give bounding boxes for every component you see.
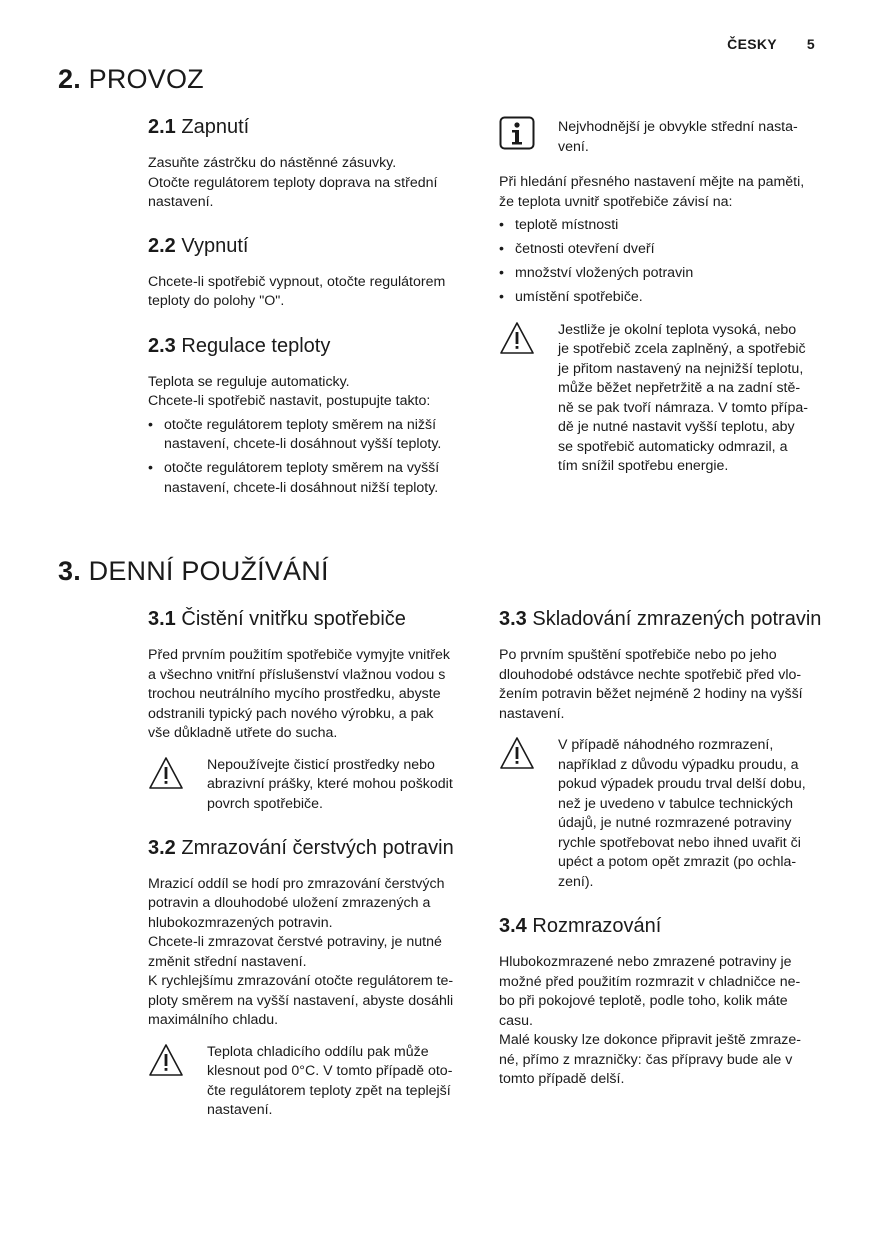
warning-icon [499, 736, 535, 770]
warning-note [499, 321, 829, 481]
section-2-right-column [499, 116, 829, 481]
section-2-1-title: Zapnutí [181, 116, 250, 138]
section-3-3-number: 3.3 [499, 608, 527, 630]
section-2-3-title: Regulace teploty [181, 334, 331, 357]
header-language: ČESKY [727, 36, 777, 52]
section-3-number: 3. [58, 556, 81, 586]
section-2-number: 2. [58, 64, 81, 94]
info-icon [499, 116, 535, 150]
info-note [499, 116, 829, 156]
freezing-warning-text: Teplota chladicího oddílu pak může klesnout pod 0°C. V tomto případě oto- čte regulátorem teploty zpět na teplejší nastavení. [207, 1043, 453, 1118]
temperature-regulation-list [148, 416, 478, 499]
warning-note-text: Jestliže je okolní teplota vysoká, nebo je spotřebič zcela zaplněný, a spotřebič je přitom nastavený na nejnižší teplotu, může běžet nepřetržitě a na zadní stě- ně se pak tvoří námraza. V tomto přípa- dě je nutné nastavit vyšší teplotu, aby se spotřebič automaticky odmrazil, a tím snížil spotřebu energie. [558, 321, 808, 474]
section-3-1-number: 3.1 [148, 608, 176, 630]
warning-icon [499, 321, 535, 355]
switch-on-text: Zasuňte zástrčku do nástěnné zásuvky. Otočte regulátorem teploty doprava na střední nastavení. [148, 155, 438, 210]
list-item: • otočte regulátorem teploty směrem na vyšší nastavení, chcete-li dosáhnout nižší teploty. [148, 459, 478, 498]
section-2-2-title: Vypnutí [181, 234, 249, 257]
warning-icon [148, 756, 184, 790]
section-3-3-heading [499, 608, 829, 631]
list-item: • umístění spotřebiče. [499, 288, 829, 308]
page-header [727, 36, 815, 52]
section-2-heading [58, 64, 204, 95]
section-3-4-heading [499, 915, 829, 938]
freezing-warning-note [148, 1043, 478, 1123]
list-item: • množství vložených potravin [499, 264, 829, 284]
defrosting-text: Hlubokozmrazené nebo zmrazené potraviny je možné před použitím rozmrazit v chladničce ne- bo při pokojové teplotě, podle toho, kolik máte casu. Malé kousky lze dokonce připravit ještě zmraze- né, přímo z mrazničky: čas přípravy bude ale v tomto případě delší. [499, 954, 801, 1087]
list-item: • otočte regulátorem teploty směrem na nižší nastavení, chcete-li dosáhnout vyšší teploty. [148, 416, 478, 455]
section-2-2-heading [148, 235, 478, 258]
section-2-3-number: 2.3 [148, 334, 176, 357]
section-2-left-column [148, 116, 478, 503]
switch-off-text: Chcete-li spotřebič vypnout, otočte regulátorem teploty do polohy "O". [148, 273, 446, 309]
section-3-heading [58, 556, 329, 587]
section-3-3-title: Skladování zmrazených potravin [532, 608, 822, 630]
memory-text: Při hledání přesného nastavení mějte na paměti, že teplota uvnitř spotřebiče závisí na: [499, 174, 805, 210]
section-2-2-number: 2.2 [148, 234, 176, 257]
warning-icon [148, 1043, 184, 1077]
list-item: • teplotě místnosti [499, 216, 829, 236]
section-3-4-title: Rozmrazování [532, 915, 662, 937]
section-3-2-heading [148, 837, 478, 860]
section-3-1-heading [148, 608, 478, 631]
section-3-left-column [148, 608, 478, 1123]
info-note-text: Nejvhodnější je obvykle střední nasta- vení. [558, 119, 798, 155]
storage-warning-note [499, 736, 829, 894]
section-3-2-number: 3.2 [148, 836, 176, 859]
cleaning-warning-text: Nepoužívejte čisticí prostředky nebo abrazivní prášky, které mohou poškodit povrch spotřebiče. [207, 756, 453, 812]
section-3-title: DENNÍ POUŽÍVÁNÍ [88, 556, 329, 586]
section-3-right-column [499, 608, 829, 1090]
freezing-text: Mrazicí oddíl se hodí pro zmrazování čerstvých potravin a dlouhodobé uložení zmrazených a hlubokozmrazených potravin. Chcete-li zmrazovat čerstvé potraviny, je nutné změnit střední nastavení. K rychlejšímu zmrazování otočte regulátorem te- ploty směrem na vyšší nastavení, abyste dosáhli maximálního chladu. [148, 875, 454, 1028]
storage-warning-text: V případě náhodného rozmrazení, například z důvodu výpadku proudu, a pokud výpadek proudu trval delší dobu, než je uvedeno v tabulce technických údajů, je nutné rozmrazené potraviny rychle spotřebovat nebo ihned uvařit či upéct a potom opět zmrazit (po ochla- zení). [558, 737, 806, 890]
section-3-4-number: 3.4 [499, 915, 527, 937]
page-number: 5 [806, 36, 815, 52]
section-3-1-title: Čistění vnitřku spotřebiče [181, 608, 406, 630]
section-2-1-heading [148, 116, 478, 139]
section-2-title: PROVOZ [88, 64, 204, 94]
list-item: • četnosti otevření dveří [499, 240, 829, 260]
temperature-regulation-text: Teplota se reguluje automaticky. Chcete-li spotřebič nastavit, postupujte takto: [148, 373, 431, 409]
section-2-1-number: 2.1 [148, 116, 176, 138]
temperature-factors-list [499, 216, 829, 308]
section-2-3-heading [148, 335, 478, 358]
cleaning-warning-note [148, 756, 478, 818]
section-3-2-title: Zmrazování čerstvých potravin [181, 836, 454, 859]
storage-text: Po prvním spuštění spotřebiče nebo po jeho dlouhodobé odstávce nechte spotřebič před vlo- žením potravin běžet nejméně 2 hodiny na vyšší nastavení. [499, 647, 803, 722]
cleaning-text: Před prvním použitím spotřebiče vymyjte vnitřek a všechno vnitřní příslušenství vlažnou vodou s trochou neutrálního mycího prostředku, abyste odstranili typický pach nového výrobku, a pak vše důkladně utřete do sucha. [148, 647, 450, 741]
